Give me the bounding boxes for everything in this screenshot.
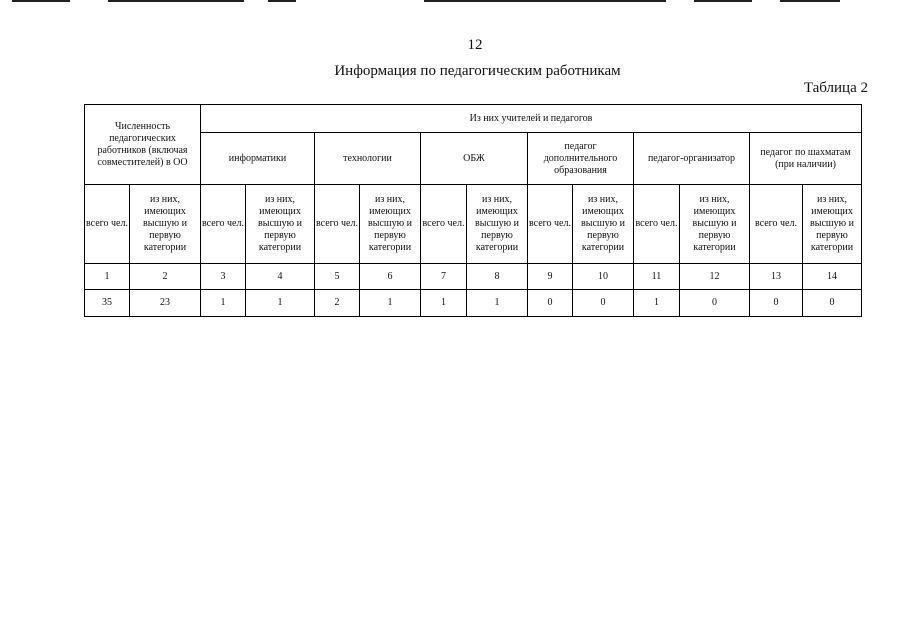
column-number: 9 xyxy=(528,264,573,290)
category-header: из них, имеющих высшую и первую категории xyxy=(803,185,862,264)
column-number: 5 xyxy=(315,264,360,290)
data-cell: 2 xyxy=(315,290,360,317)
data-cell: 0 xyxy=(750,290,803,317)
column-number: 8 xyxy=(467,264,528,290)
column-number: 12 xyxy=(680,264,750,290)
column-number: 7 xyxy=(421,264,467,290)
data-cell: 1 xyxy=(201,290,246,317)
total-staff-header: всего чел. xyxy=(750,185,803,264)
category-header: из них, имеющих высшую и первую категории xyxy=(130,185,201,264)
total-staff-header: всего чел. xyxy=(421,185,467,264)
column-number: 13 xyxy=(750,264,803,290)
data-cell: 0 xyxy=(680,290,750,317)
data-cell: 0 xyxy=(573,290,634,317)
column-number: 14 xyxy=(803,264,862,290)
category-header: из них, имеющих высшую и первую категории xyxy=(467,185,528,264)
data-cell: 1 xyxy=(246,290,315,317)
top-rule-4 xyxy=(424,0,666,2)
category-header: из них, имеющих высшую и первую категории xyxy=(246,185,315,264)
column-number: 6 xyxy=(360,264,421,290)
subject-header: информатики xyxy=(201,133,315,185)
top-rule-2 xyxy=(108,0,244,2)
data-cell: 0 xyxy=(803,290,862,317)
subject-header: ОБЖ xyxy=(421,133,528,185)
top-rule-1 xyxy=(12,0,70,2)
category-header: из них, имеющих высшую и первую категории xyxy=(360,185,421,264)
teachers-group-header: Из них учителей и педагогов xyxy=(201,105,862,133)
data-cell: 1 xyxy=(634,290,680,317)
data-cell: 1 xyxy=(421,290,467,317)
top-rule-5 xyxy=(694,0,752,2)
top-rule-6 xyxy=(780,0,840,2)
category-header: из них, имеющих высшую и первую категории xyxy=(680,185,750,264)
staff-table xyxy=(84,104,862,317)
column-number: 10 xyxy=(573,264,634,290)
subject-header: педагог дополнительного образования xyxy=(528,133,634,185)
total-staff-header: всего чел. xyxy=(528,185,573,264)
data-cell: 35 xyxy=(85,290,130,317)
page-title: Информация по педагогическим работникам xyxy=(334,63,621,79)
data-cell: 1 xyxy=(467,290,528,317)
page-number: 12 xyxy=(467,37,483,53)
data-cell: 0 xyxy=(528,290,573,317)
staff-count-header: Численность педагогических работников (включая совместителей) в ОО xyxy=(85,105,201,185)
subject-header: технологии xyxy=(315,133,421,185)
total-staff-header: всего чел. xyxy=(201,185,246,264)
table-label: Таблица 2 xyxy=(803,80,868,96)
data-cell: 1 xyxy=(360,290,421,317)
data-cell: 23 xyxy=(130,290,201,317)
subject-header: педагог-организатор xyxy=(634,133,750,185)
column-number: 3 xyxy=(201,264,246,290)
subject-header: педагог по шахматам (при наличии) xyxy=(750,133,862,185)
total-staff-header: всего чел. xyxy=(634,185,680,264)
column-number: 2 xyxy=(130,264,201,290)
column-number: 1 xyxy=(85,264,130,290)
total-staff-header: всего чел. xyxy=(85,185,130,264)
total-staff-header: всего чел. xyxy=(315,185,360,264)
category-header: из них, имеющих высшую и первую категории xyxy=(573,185,634,264)
column-number: 11 xyxy=(634,264,680,290)
top-rule-3 xyxy=(268,0,296,2)
column-number: 4 xyxy=(246,264,315,290)
